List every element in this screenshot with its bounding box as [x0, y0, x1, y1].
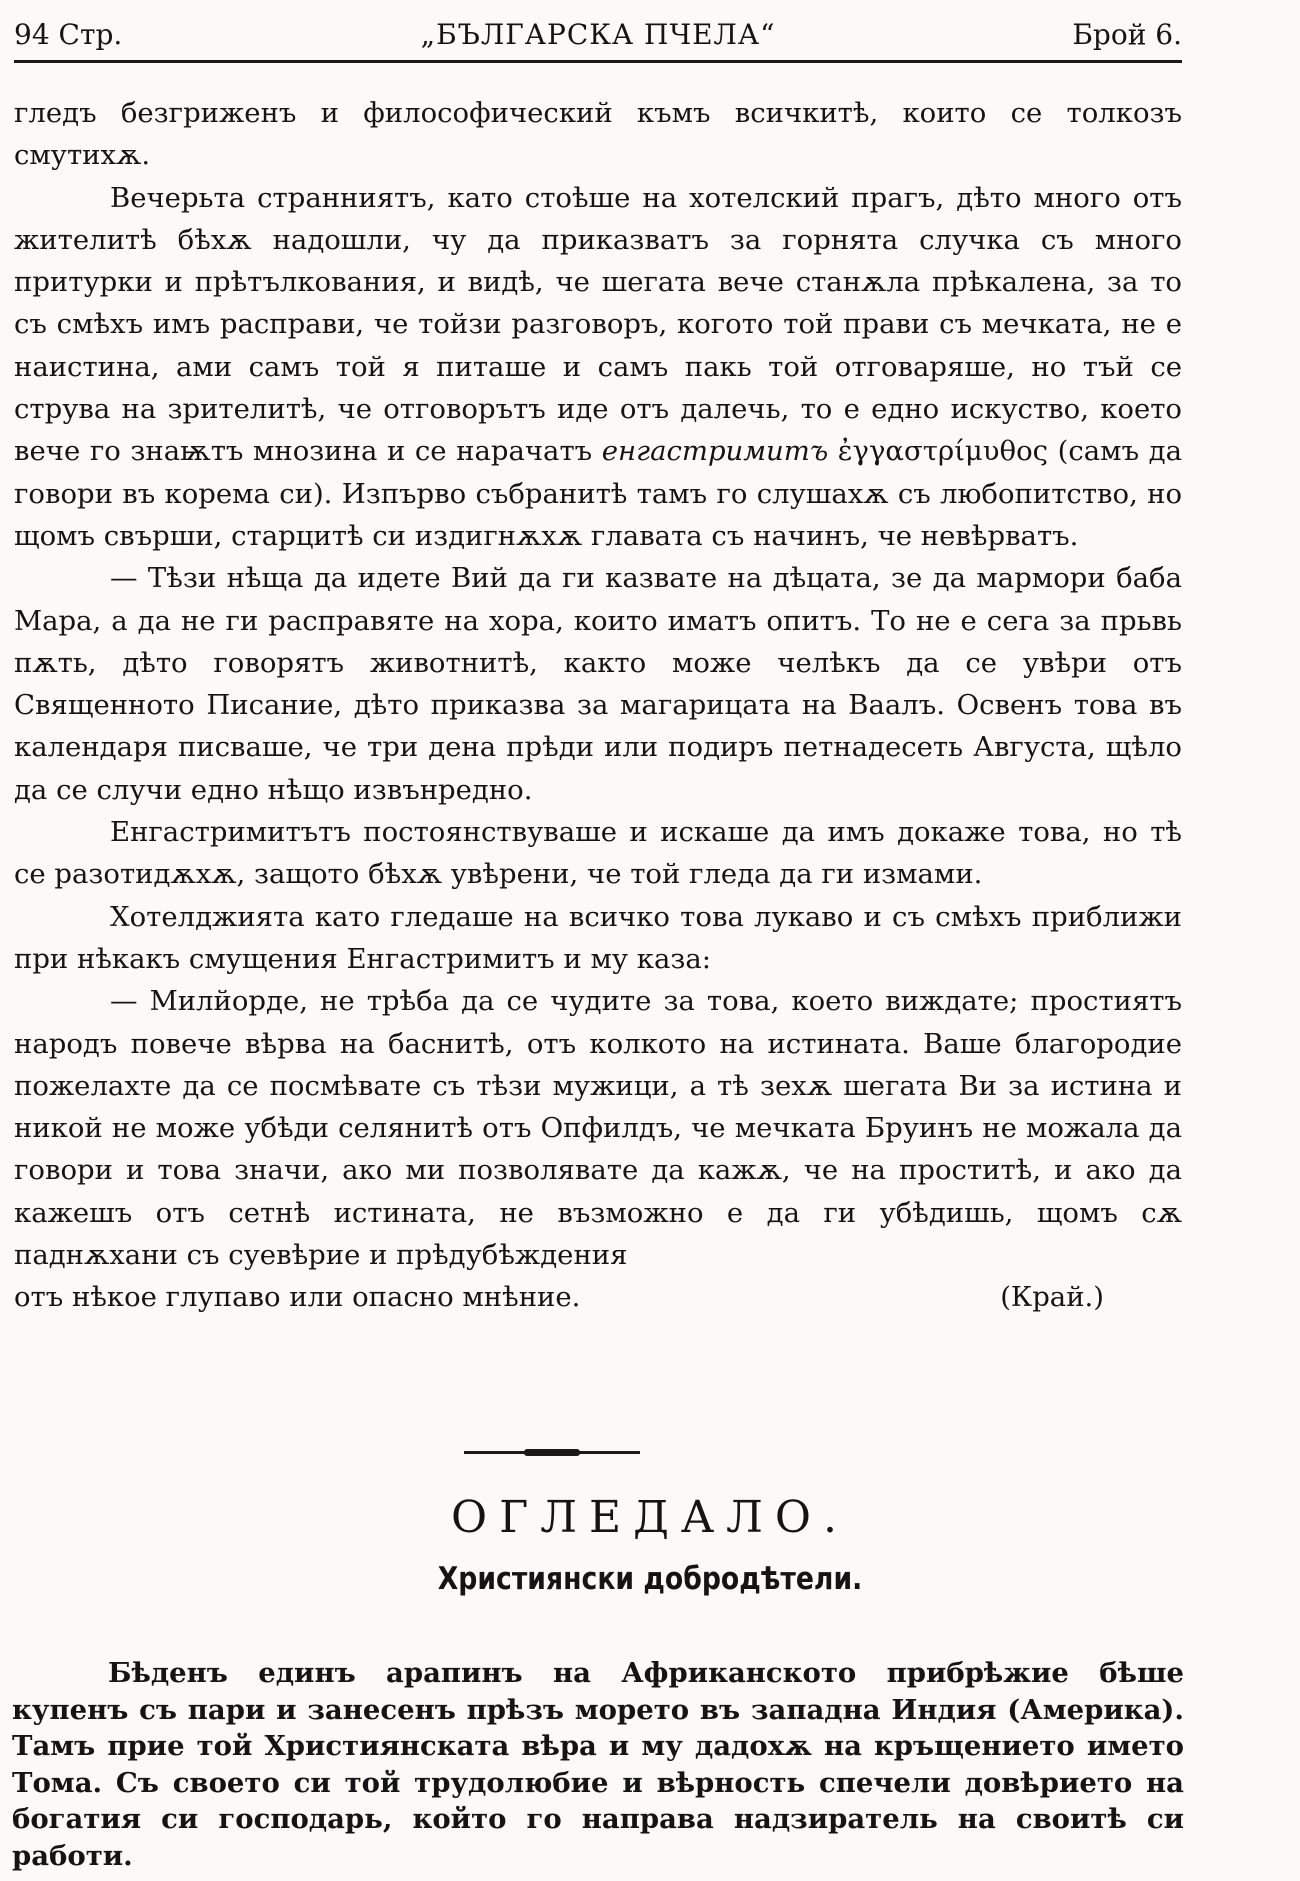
running-header: [14, 14, 1182, 56]
paragraph-text: Вечерьта странниятъ, като стоѣше на хотелский прагъ, дѣто много отъ жителитѣ бѣхѫ надошли, чу да приказватъ за горнята случка съ много притурки и прѣтълкования, и видѣ, че шегата вече станѫла прѣкалена, за то съ смѣхъ имъ расправи, че тойзи разговоръ, когото той прави съ мечката, не е наистина, ами самъ той я питаше и самъ пакь той отговаряше, но тъй се струва на зрителитѣ, че отговорътъ иде отъ далечь, то е едно искуство, което вече го знаѭтъ мнозина и се нарачатъ: [14, 181, 1182, 468]
paragraph-baba-mara: — Тѣзи нѣща да идете Вий да ги казвате на дѣцата, зе да мармори баба Мара, а да не ги расправяте на хора, които иматъ опитъ. То не е сега за прьвь пѫть, дѣто говорятъ животнитѣ, както може челѣкъ да се увѣри отъ Священното Писание, дѣто приказва за магарицата на Ваалъ. Освенъ това въ календаря писваше, че три дена прѣди или подиръ петнадесеть Августа, щѣло да се случи едно нѣщо извънредно.: [14, 562, 1182, 806]
paragraph-insist: Енгастримитътъ постоянствуваше и искаше да имъ докаже това, но тѣ се разотидѫхѫ, защото бѣхѫ увѣрени, че той гледа да ги измами.: [14, 816, 1182, 891]
section-subtitle: Християнски добродѣтели.: [437, 1561, 863, 1597]
greek-term: ἐγγαστρίμυθος: [837, 435, 1049, 468]
issue-number: Брой 6.: [1072, 18, 1182, 51]
paragraph-text: отъ нѣкое глупаво или опасно мнѣние.: [14, 1281, 581, 1314]
story-body: [12, 1655, 1184, 1875]
paragraph-last-line: [14, 1276, 1182, 1318]
paragraph-ventriloquist: [14, 177, 1182, 558]
paragraph-hotelier: Хотелджията като гледаше на всичко това лукаво и съ смѣхъ приближи при нѣкакъ смущения Енгастримитъ и му каза:: [14, 900, 1182, 975]
page-number: 94 Стр.: [14, 18, 123, 51]
paragraph-continued: глeдъ безгриженъ и философический къмъ всичкитѣ, които се толкозъ смутихѫ.: [14, 97, 1182, 172]
section-divider-ornament: [464, 1451, 640, 1454]
article-body: [14, 92, 1182, 1319]
story-paragraph: Бѣденъ единъ арапинъ на Африканското прибрѣжие бѣше купенъ съ пари и занесенъ прѣзъ морето въ западна Индия (Америка). Тамъ прие той Християнската вѣра и му дадохѫ на кръщението името Тома. Съ своето си той трудолюбие и вѣрность спечели довѣрието на богатия си господарь, който го направа надзиратель на своитѣ си работи.: [12, 1657, 1184, 1872]
paragraph-milord: — Милйорде, не трѣба да се чудите за това, което виждате; простиятъ народъ повече вѣрва на баснитѣ, отъ колкото на истината. Ваше благородие пожелахте да се посмѣвате съ тѣзи мужици, а тѣ зехѫ шегата Ви за истина и никой не може убѣди селянитѣ отъ Опфилдъ, че мечката Бруинъ не можала да говори и това значи, ако ми позволявате да кажѫ, че на проститѣ, и ако да кажешъ отъ сетнѣ истината, не възможно е да ги убѣдишь, щомъ сѫ паднѫхани съ суевѣрие и прѣдубѣждения: [14, 985, 1182, 1272]
term-italic: енгастримитъ: [601, 435, 829, 468]
end-mark: (Край.): [1000, 1281, 1104, 1314]
newspaper-title: „БЪЛГАРСКА ПЧЕЛА“: [420, 18, 776, 51]
header-divider: [14, 60, 1182, 63]
paragraph-text: (самъ да говори въ корема си). Изпърво събранитѣ тамъ го слушахѫ съ любопитство, но щомъ свърши, старцитѣ си издигнѫхѫ главата съ начинъ, че невѣрватъ.: [14, 435, 1182, 552]
section-title: ОГЛЕДАЛО.: [451, 1492, 849, 1543]
